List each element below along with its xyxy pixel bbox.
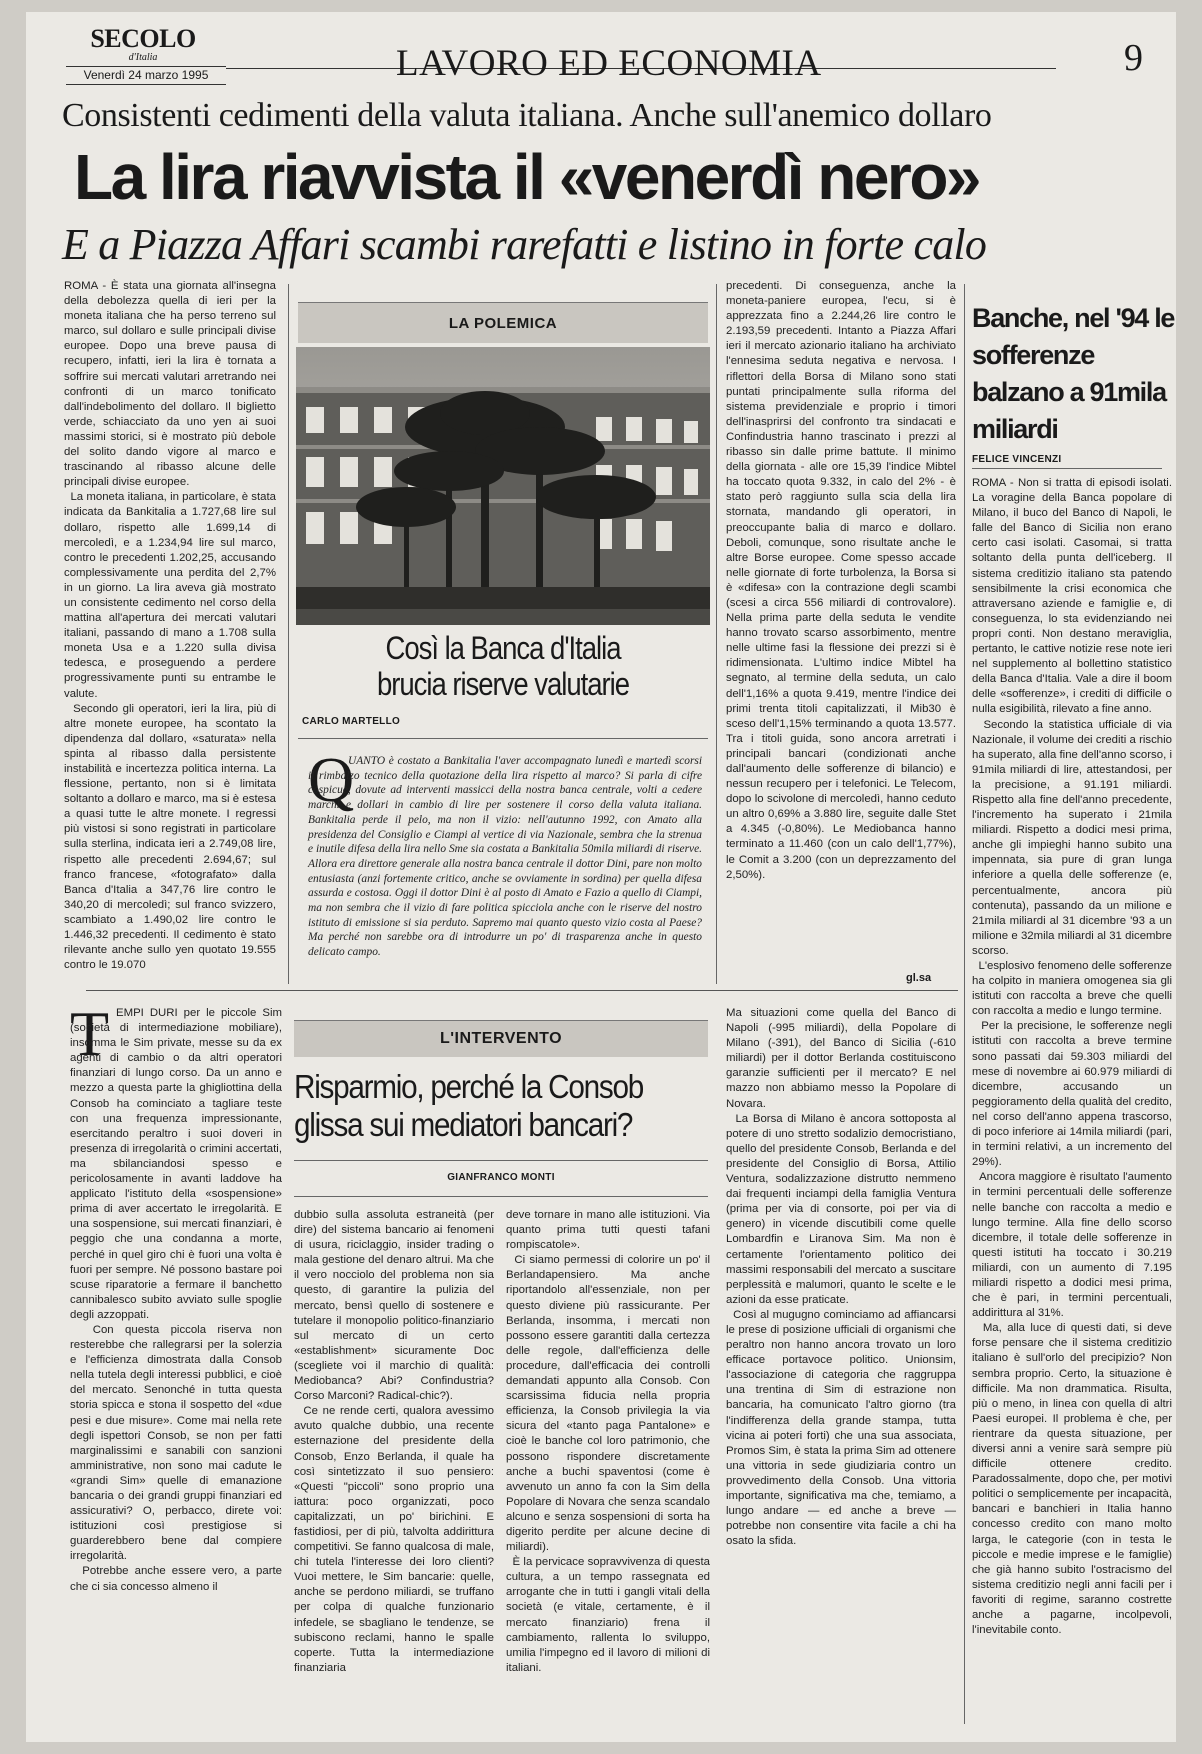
intervento-col4: Ma situazioni come quella del Banco di Napoli (-995 miliardi), della Popolare di Milano (-391), del Banco di Sicilia (-610 miliardi) per il dottor Berlanda costituiscono garanzie sufficienti per il mercato? E nel mazzo non abbiamo messo la Popolare di Novara. La Borsa di Milano è ancora sottoposta al potere di uno stretto sodalizio democristiano, quello del presidente Consob, Berlanda e del presidente del Consiglio di Borsa, Attilio Ventura, sodalizzazione distrutto nemmeno dai frequenti inciampi della famiglia Ventura (prima per via di consorte, poi per via di genero) in vicende discutibili come quelle Lombardfin e Liranova Sim. Ma non è certamente l'orientamento politico dei massimi responsabili del mercato a suscitare perplessità e malumori, quanto le scelte e le azioni da esse praticate. Così al mugugno cominciamo ad affiancarsi le prese di posizione ufficiali di organismi che peraltro non hanno ancora trovato un loro efficace portavoce politico. Unionsim, l'associazione di categoria che raggruppa una trentina di Sim di estrazione non bancaria, ha comunicato l'altro giorno (tra l'indifferenza della grande stampa, tutta vicina ai poteri forti) che una sua associata, Promos Sim, è stata la prima Sim ad ottenere una vittoria in sede giudiziaria contro un provvedimento della Consob. Una vittoria importante, significativa ma che, temiamo, a lungo andare — ed anche a breve — potrebbe non consentire vita facile a chi ha osato la sfida. — [726, 1007, 956, 1548]
intervento-col2: dubbio sulla assoluta estraneità (per dire) del sistema bancario ai fenomeni di usura, riciclaggio, insider trading o mala gestione del denaro altrui. Ma che il vero nocciolo del problema non sia questo, di garantire la pulizia del mercato, bensì quello di sostenere e tutelare il monopolio politico-finanziario sul mercato di un certo «establishment» sicuramente Doc (scegliete voi il marchio di qualità: Mediobanca? Abi? Confindustria? Corso Marconi? Radical-chic?). Ce ne rende certi, qualora avessimo avuto qualche dubbio, una recente esternazione del presidente della Consob, Enzo Berlanda, il quale ha così sintetizzato il suo pensiero: «Questi "piccoli" sono proprio una iattura: poco organizzati, poco capitalizzati, un po' birichini. E fastidiosi, per di più, talvolta addirittura competitivi. Se fanno qualcosa di male, chi tutela l'interesse dei loro clienti? Vuoi mettere, le Sim bancarie: quelle, anche se perdono miliardi, se truffano per colpa di qualche funzionario infedele, se sbagliano le tendenze, se subiscono reclami, hanno le spalle coperte. Tutta la intermediazione finanziaria — [294, 1209, 494, 1674]
polemica-byline: CARLO MARTELLO — [302, 716, 401, 727]
headline-overline: Consistenti cedimenti della valuta italiana. Anche sull'anemico dollaro — [62, 97, 992, 134]
banche-text: ROMA - Non si tratta di episodi isolati. La voragine della Banca popolare di Milano, il buco del Banco di Napoli, le falle del Banco di Sicilia non erano certo casi isolati. Casomai, si tratta soltanto della punta dell'iceberg. Il sistema creditizio italiano sta patendo sensibilmente la crisi economica che attraversano aziende e famiglie e, di conseguenza, lo sta evidenziando nei propri conti. Non destano meraviglia, pertanto, le cattive notizie rese note ieri nel supplemento al bollettino statistico della Banca d'Italia. Vale a dire il boom delle «sofferenze», i crediti di difficile o nulla esigibilità, rilevato a fine anno. Secondo la statistica ufficiale di via Nazionale, il volume dei crediti a rischio ha superato, alla fine dell'anno scorso, i 91mila miliardi di lire, attestandosi, per la precisione, a 91.191 miliardi. Rispetto alla fine dell'anno precedente, l'incremento ha superato i 21mila miliardi. Rispetto a dodici mesi prima, anche gli impieghi hanno subito una impennata, sia pure di gran lunga inferiore a quella delle sofferenze (e, percentualmente, ancora più contenuta), passando da un milione e 21mila miliardi al 31 dicembre '93 a un milione e 32mila miliardi al 31 dicembre scorso. L'esplosivo fenomeno delle sofferenze ha colpito in maniera omogenea sia gli istituti con raccolta a breve che quelli con raccolta a medio e lungo termine. Per la precisione, le sofferenze negli istituti con raccolta a breve termine sono passati dai 59.303 miliardi del mese di novembre ai 60.979 miliardi di dicembre, accusando un peggioramento della qualità del credito, nel corso dell'anno appena trascorso, di poco inferiore ai 14mila miliardi (pari, in termini relativi, a un incremento del 29%). Ancora maggiore è risultato l'aumento in termini percentuali delle sofferenze nelle banche con raccolta a medio e lungo termine. Alla fine dello scorso dicembre, il totale delle sofferenze in questi istituti ha toccato i 30.219 miliardi, con un aumento di 7.195 miliardi rispetto a dodici mesi prima, che è pari, in termini percentuali, addirittura al 31%. Ma, alla luce di questi dati, si deve forse pensare che il sistema creditizio italiano è sull'orlo del precipizio? Non sembra proprio. Certo, la situazione è difficile. Ma non drammatica. Risulta, più o meno, in linea con quella di altri Paesi europei. Il problema è che, per rientrare da questa situazione, per diversi anni a venire sarà sempre più difficile ottenere credito. Paradossalmente, dopo che, per motivi politici o semplicemente per incapacità, bancari e banchieri in Italia hanno concesso credito con mano molto larga, le categorie (con in testa le piccole e medie imprese e le famiglie) che già hanno subito l'ostracismo del sistema creditizio negli anni facili per i favoriti di regime, saranno costrette anche a pagarne, incolpevoli, l'inevitabile conto. — [972, 477, 1172, 1637]
polemica-title-line2: brucia riserve valutarie — [376, 666, 630, 702]
masthead-logo — [78, 26, 208, 63]
polemica-title — [327, 630, 680, 702]
intervento-kicker: L'INTERVENTO — [294, 1020, 708, 1057]
intervento-byline: GIANFRANCO MONTI — [447, 1172, 555, 1183]
issue-date: Venerdì 24 marzo 1995 — [83, 68, 209, 82]
banche-title: Banche, nel '94 le sofferenze balzano a 91mila miliardi — [972, 303, 1175, 444]
intervento-title — [294, 1068, 690, 1144]
intervento-title-line1: Risparmio, perché la Consob — [294, 1068, 643, 1105]
logo-sub: d'Italia — [128, 52, 158, 63]
intervento-title-line2: glissa sui mediatori bancari? — [294, 1106, 633, 1143]
main-article-col1: ROMA - È stata una giornata all'insegna della debolezza quella di ieri per la moneta italiana che ha perso terreno sul marco, sul dollaro e sulle principali divise europee. Dopo una breve pausa di recupero, infatti, ieri la lira è tornata a soffrire sui mercati valutari arretrando nei confronti di un marco tonificato dall'indebolimento del dollaro. Il biglietto verde, schiacciato da uno yen ai suoi massimi storici, si è mostrato più debole del solito dando vigore al marco e trascinando al ribasso alcune delle principali divise europee. La moneta italiana, in particolare, è stata indicata da Bankitalia a 1.727,68 lire sul dollaro, rispetto alle 1.699,14 di mercoledì, e a 1.234,94 lire sul marco, contro le precedenti 1.202,25, accusando complessivamente una perdita del 2,7% in un giorno. La lira aveva già mostrato un consistente cedimento nel corso della mattina all'apertura dei mercati valutari italiani, passando di mano a 1.708 sulla moneta Usa e a 1.220 sulla divisa tedesca, e proseguendo a perdere progressivamente punti su entrambe le valute. Secondo gli operatori, ieri la lira, più di altre monete europee, ha scontato la dipendenza dal dollaro, «saturata» nella spinta al ribasso dalla persistente instabilità e incertezza politica interna. La flessione, pertanto, non si è limitata soltanto a dollaro e marco, ma si è estesa a quasi tutte le altre monete. I regressi più vistosi si sono registrati in particolare sulla sterlina, indicata ieri a 2.749,08 lire, rispetto alle precedenti 2.694,67; sul franco francese, «fotografato» dalla Banca d'Italia a 347,76 lire contro le 340,20 di mercoledì; sul franco svizzero, scambiato a 1.490,02 lire contro le 1.446,32 precedenti. Il cedimento è stato rilevante anche sullo yen quotato 19.555 contro le 19.070 — [64, 280, 276, 972]
polemica-dropcap: Q — [308, 744, 355, 815]
section-title: LAVORO ED ECONOMIA — [396, 43, 822, 84]
logo-text: SECOLO — [90, 24, 196, 53]
headline-subtitle: E a Piazza Affari scambi rarefatti e listino in forte calo — [62, 220, 987, 269]
polemica-kicker: LA POLEMICA — [298, 302, 708, 343]
main-article-signature: gl.sa — [906, 972, 932, 984]
banche-byline: FELICE VINCENZI — [972, 454, 1062, 465]
polemica-text: UANTO è costato a Bankitalia l'aver accompagnato lunedì e martedì scorsi il rimbalzo tecnico della quotazione della lira rispetto al marco? Si parla di cifre cospicue, dovute ad interventi massicci della nostra banca centrale, volti a cedere marchi e dollari in cambio di lire per sostenere il corso della valuta italiana. Bankitalia perde il pelo, ma non il vizio: nell'autunno 1992, con Amato alla presidenza del Consiglio e Ciampi al vertice di via Nazionale, sembra che la strenua e inutile difesa della lira nello Sme sia costata a Bankitalia 50mila miliardi di riserve. Allora era direttore generale alla nostra banca centrale il dottor Dini, pare non molto entusiasta (anzi fortemente critico, anche se ovviamente in sordina) per quella difesa assurda e costosa. Oggi il dottor Dini è al posto di Amato e Fazio a quello di Ciampi, ma non sembra che il vizio di fare politica spicciola anche con le riserve del nostro istituto di emissione si sia perduto. Sapremo mai quanto questo vizio costa al Paese? Ma perché non sarebbe ora di introdurre un po' di trasparenza anche in questo delicato campo. — [308, 755, 705, 959]
main-article-col4: precedenti. Di conseguenza, anche la moneta-paniere europea, l'ecu, si è apprezzata fino a 2.244,26 lire contro le 2.193,59 precedenti. Intanto a Piazza Affari ieri il mercato azionario italiano ha archiviato l'ennesima seduta negativa e nervosa. I riflettori della Borsa di Milano sono stati puntati principalmente sulla riforma del sistema previdenziale e proprio i timori dell'inasprirsi del confronto tra sindacati e Confindustria hanno trascinato i prezzi al ribasso sin dalle prime battute. Il minimo della giornata - alle ore 15,39 l'indice Mibtel ha toccato quota 9.332, in calo del 2% - è stato però raggiunto sulla scia della lira stornata, mandando gli operatori, in preoccupante balia di marco e dollaro. Deboli, comunque, sono risultate anche le altre Borse europee. Come spesso accade nelle giornate di forte turbolenza, la Borsa si è «difesa» con la contrazione degli scambi (scesi a circa 556 miliardi di controvalore). Nella prima parte della seduta le vendite hanno trovato scarso assorbimento, mentre nelle ultime fasi la flessione dei prezzi si è ridimensionata. L'ultimo indice Mibtel ha segnato, al termine della seduta, un calo dell'1,16% a quota 9.419, mentre l'indice dei primi trenta titoli capitalizzati, il Mib30 è sceso dell'1,15% terminando a quota 13.577. Tra i titoli guida, sono ancora arretrati i principali bancari (condizionati anche dall'aumento delle sofferenze di bilancio) e nessun recupero per i telefonici. Le Telecom, dopo lo scivolone di mercoledì, hanno ceduto un altro 0,69% a 3.880 lire, seguite dalle Stet a 4.345 (-0,80%). Le Mediobanca hanno terminato a 11.460 (con un calo dell'1,77%), le Comit a 3.200 (con un deprezzamento del 2,50%). — [726, 280, 960, 881]
headline-title: La lira riavvista il «venerdì nero» — [74, 141, 979, 213]
intervento-col3: deve tornare in mano alle istituzioni. Via quanto prima tutti questi tafani rompiscatole». Ci siamo permessi di colorire un po' il Berlandapensiero. Ma anche riportandolo all'essenziale, non per questo diviene più rassicurante. Per Berlanda, insomma, i mercati non possono essere garantiti dalla certezza delle regole, dall'efficienza delle procedure, dall'efficacia dei controlli demandati appunto alla Consob. Con scarsissima fiducia nella propria efficienza, la Consob privilegia la via sicura del «tanto paga Pantalone» e cioè le banche col loro patrimonio, che possono rispondere discretamente anche a buchi spaventosi (come è avvenuto un anno fa con la Sim della Popolare di Novara che senza scandalo alcuno e senza sospensioni di sorta ha digerito perdite per alcune decine di miliardi). È la pervicace sopravvivenza di questa cultura, a un tempo rassegnata ed arrogante che in tutti i gangli vitali della società (e vitale, certamente, è il mercato finanziario) frena il cambiamento, rallenta lo sviluppo, umilia l'impegno ed il lavoro di milioni di italiani. — [506, 1209, 710, 1674]
polemica-title-line1: Così la Banca d'Italia — [385, 630, 621, 666]
bank-of-italy-photo — [296, 347, 710, 625]
intervento-col1: EMPI DURI per le piccole Sim (società di intermediazione mobiliare), insomma le Sim private, messe su da ex agenti di cambio o da altri operatori finanziari di lungo corso. Da un anno e mezzo a questa parte la ghigliottina della Consob ha cominciato a tagliare teste con una frequenza impressionante, esercitando peraltro i suoi doveri in presenza di irregolarità o crimini accertati, ma sbilanciandosi spesso e pericolosamente in avanti laddove ha applicato l'istituto della «sospensione» prima di aver accertato le irregolarità. E una sospensione, sui mercati finanziari, è peggio che una condanna a morte, perché in quel giro chi è fuori una volta è fuori per sempre. Né possono bastare poi scuse riparatorie a fermare il banchetto cannibalesco subito avviato sulle spoglie degli azzoppati. Con questa piccola riserva non resterebbe che rallegrarsi per la solerzia e l'efficienza dimostrata dalla Consob nella tutela degli interessi pubblici, e cioè del mercato. Senonché in tutta questa storia spicca e stona il sospetto del «due pesi e due misure». Come mai nella rete degli ispettori Consob, se non per fatti marginalissimi e sanabili con sanzioni amministrative, non sono mai cadute le «grandi Sim» quelle di emanazione bancaria o dei grandi gruppi finanziari ed assicurativi? O, perbacco, direte voi: istituzioni così prestigiose si guarderebbero bene dal compiere irregolarità. Potrebbe anche essere vero, a parte che ci sia concesso almeno il — [70, 1007, 282, 1593]
intervento-dropcap: T — [70, 998, 110, 1069]
newspaper-page — [26, 12, 1176, 1742]
page-number: 9 — [1124, 37, 1143, 79]
